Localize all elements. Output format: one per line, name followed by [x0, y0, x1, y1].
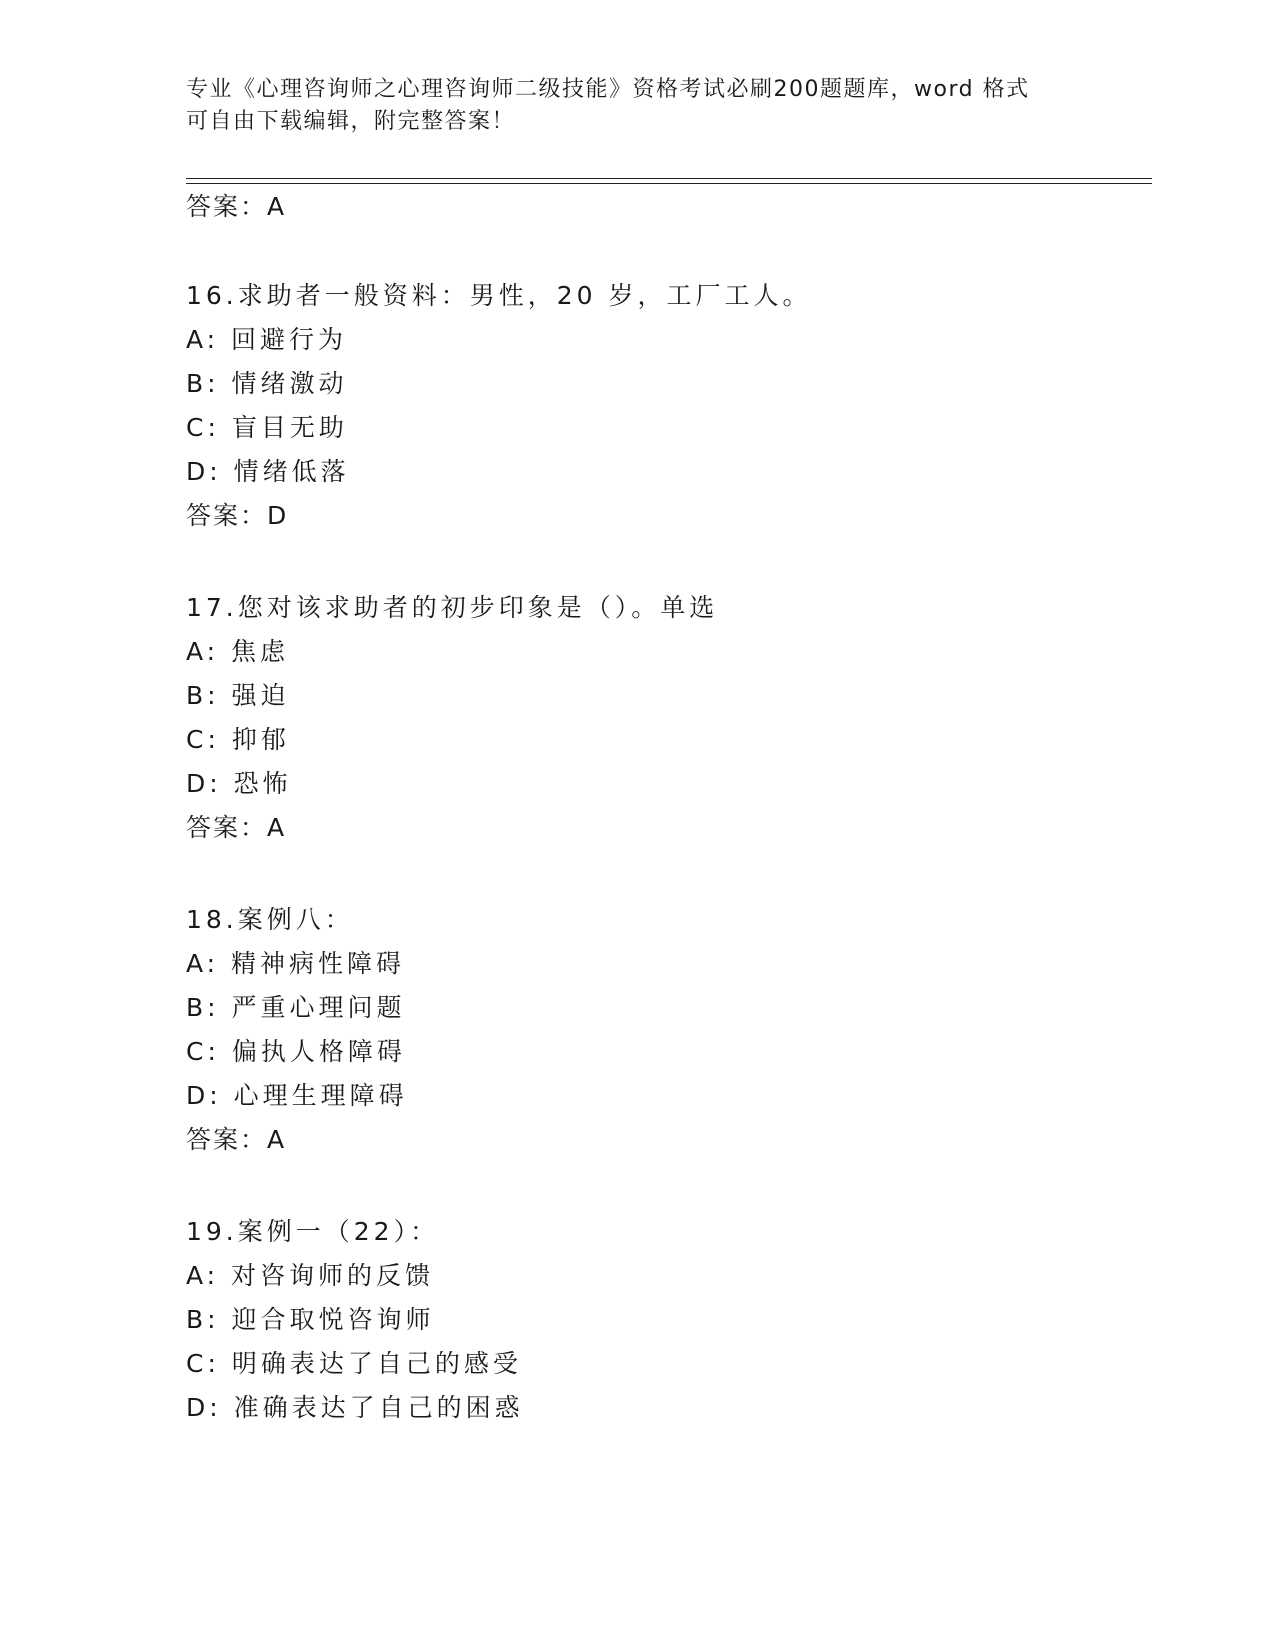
option-d: D: 心理生理障碍: [186, 1081, 408, 1110]
question-stem: 16.求助者一般资料：男性，20 岁，工厂工人。: [186, 281, 812, 310]
option-d: D: 准确表达了自己的困惑: [186, 1393, 524, 1422]
option-d: D: 情绪低落: [186, 457, 350, 486]
option-c: C: 盲目无助: [186, 413, 348, 442]
answer-line: 答案：D: [186, 501, 289, 530]
answer-line: 答案：A: [186, 813, 287, 842]
option-b: B: 严重心理问题: [186, 993, 406, 1022]
option-a: A: 回避行为: [186, 325, 348, 354]
answer-line: 答案：A: [186, 1125, 287, 1154]
question-stem: 17.您对该求助者的初步印象是（）。单选: [186, 593, 719, 622]
option-a: A: 焦虑: [186, 637, 290, 666]
question-stem: 19.案例一（22）：: [186, 1217, 440, 1246]
header-rule-bottom: [186, 183, 1152, 184]
option-c: C: 偏执人格障碍: [186, 1037, 406, 1066]
option-a: A: 对咨询师的反馈: [186, 1261, 435, 1290]
question-stem: 18.案例八：: [186, 905, 354, 934]
answer-line: 答案：A: [186, 192, 287, 221]
page-header: [186, 74, 1086, 138]
option-b: B: 强迫: [186, 681, 290, 710]
header-rule-top: [186, 178, 1152, 179]
option-a: A: 精神病性障碍: [186, 949, 406, 978]
option-c: C: 明确表达了自己的感受: [186, 1349, 522, 1378]
header-line-2: 可自由下载编辑，附完整答案！: [186, 109, 516, 134]
option-c: C: 抑郁: [186, 725, 290, 754]
header-line-1: 专业《心理咨询师之心理咨询师二级技能》资格考试必刷200题题库，word 格式: [186, 77, 1030, 102]
option-d: D: 恐怖: [186, 769, 292, 798]
option-b: B: 情绪激动: [186, 369, 348, 398]
option-b: B: 迎合取悦咨询师: [186, 1305, 435, 1334]
